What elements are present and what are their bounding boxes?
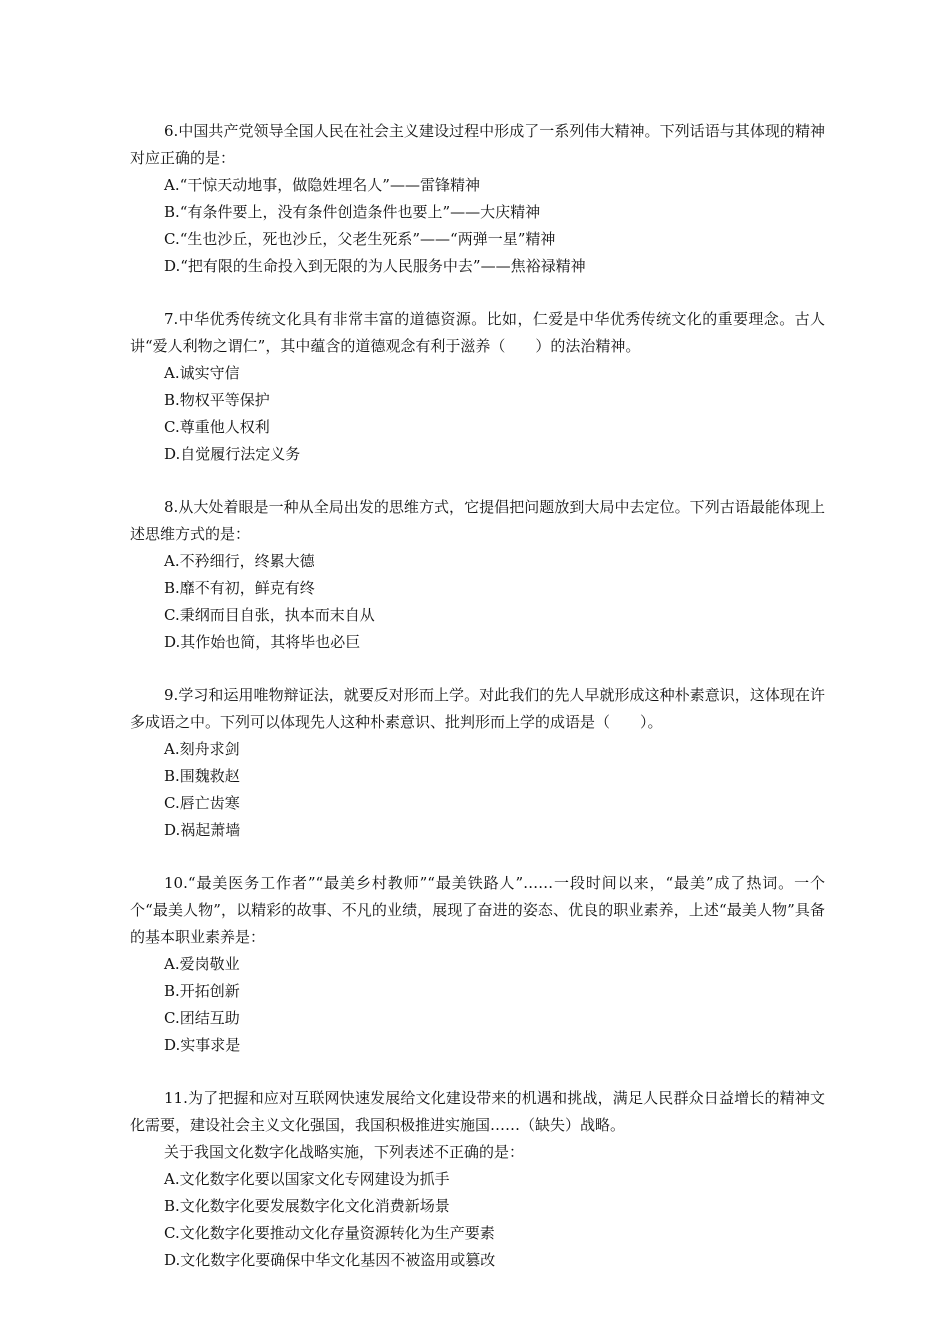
option-a: A.爱岗敬业 (164, 955, 240, 973)
question-8 (130, 494, 825, 656)
option-d: D.其作始也简，其将毕也必巨 (164, 633, 361, 651)
question-11 (130, 1085, 825, 1274)
option-b: B.围魏救赵 (164, 767, 240, 785)
option-d: D.实事求是 (164, 1036, 241, 1054)
exam-page (130, 118, 825, 1300)
option-a: A.诚实守信 (164, 364, 240, 382)
question-stem: 10.“最美医务工作者”“最美乡村教师”“最美铁路人”……一段时间以来，“最美”成了热词。一个个“最美人物”，以精彩的故事、不凡的业绩，展现了奋进的姿态、优良的职业素养，上述“最美人物”具备的基本职业素养是： (130, 874, 825, 946)
option-d: D.自觉履行法定义务 (164, 445, 301, 463)
option-d: D.祸起萧墙 (164, 821, 241, 839)
option-b: B.物权平等保护 (164, 391, 270, 409)
option-b: B.靡不有初，鲜克有终 (164, 579, 315, 597)
question-9 (130, 682, 825, 844)
question-stem: 6.中国共产党领导全国人民在社会主义建设过程中形成了一系列伟大精神。下列话语与其体现的精神对应正确的是： (130, 122, 825, 167)
option-a: A.文化数字化要以国家文化专网建设为抓手 (164, 1170, 450, 1188)
question-stem: 8.从大处着眼是一种从全局出发的思维方式，它提倡把问题放到大局中去定位。下列古语最能体现上述思维方式的是： (130, 498, 825, 543)
option-c: C.秉纲而目自张，执本而末自从 (164, 606, 375, 624)
option-d: D.文化数字化要确保中华文化基因不被盗用或篡改 (164, 1251, 496, 1269)
question-7 (130, 306, 825, 468)
option-c: C.尊重他人权利 (164, 418, 270, 436)
question-sub-stem: 关于我国文化数字化战略实施，下列表述不正确的是： (164, 1143, 525, 1161)
option-b: B.文化数字化要发展数字化文化消费新场景 (164, 1197, 450, 1215)
option-c: C.“生也沙丘，死也沙丘，父老生死系”——“两弹一星”精神 (164, 230, 556, 248)
option-b: B.“有条件要上，没有条件创造条件也要上”——大庆精神 (164, 203, 541, 221)
question-10 (130, 870, 825, 1059)
option-a: A.不矜细行，终累大德 (164, 552, 315, 570)
option-c: C.团结互助 (164, 1009, 240, 1027)
question-stem: 11.为了把握和应对互联网快速发展给文化建设带来的机遇和挑战，满足人民群众日益增长的精神文化需要，建设社会主义文化强国，我国积极推进实施国……（缺失）战略。 (130, 1089, 825, 1134)
option-b: B.开拓创新 (164, 982, 240, 1000)
option-c: C.文化数字化要推动文化存量资源转化为生产要素 (164, 1224, 495, 1242)
option-a: A.“干惊天动地事，做隐姓埋名人”——雷锋精神 (164, 176, 480, 194)
option-c: C.唇亡齿寒 (164, 794, 240, 812)
question-6 (130, 118, 825, 280)
question-stem: 7.中华优秀传统文化具有非常丰富的道德资源。比如，仁爱是中华优秀传统文化的重要理念。古人讲“爱人利物之谓仁”，其中蕴含的道德观念有利于滋养（ ）的法治精神。 (130, 310, 825, 355)
option-a: A.刻舟求剑 (164, 740, 240, 758)
option-d: D.“把有限的生命投入到无限的为人民服务中去”——焦裕禄精神 (164, 257, 586, 275)
question-stem: 9.学习和运用唯物辩证法，就要反对形而上学。对此我们的先人早就形成这种朴素意识，这体现在许多成语之中。下列可以体现先人这种朴素意识、批判形而上学的成语是（ ）。 (130, 686, 825, 731)
